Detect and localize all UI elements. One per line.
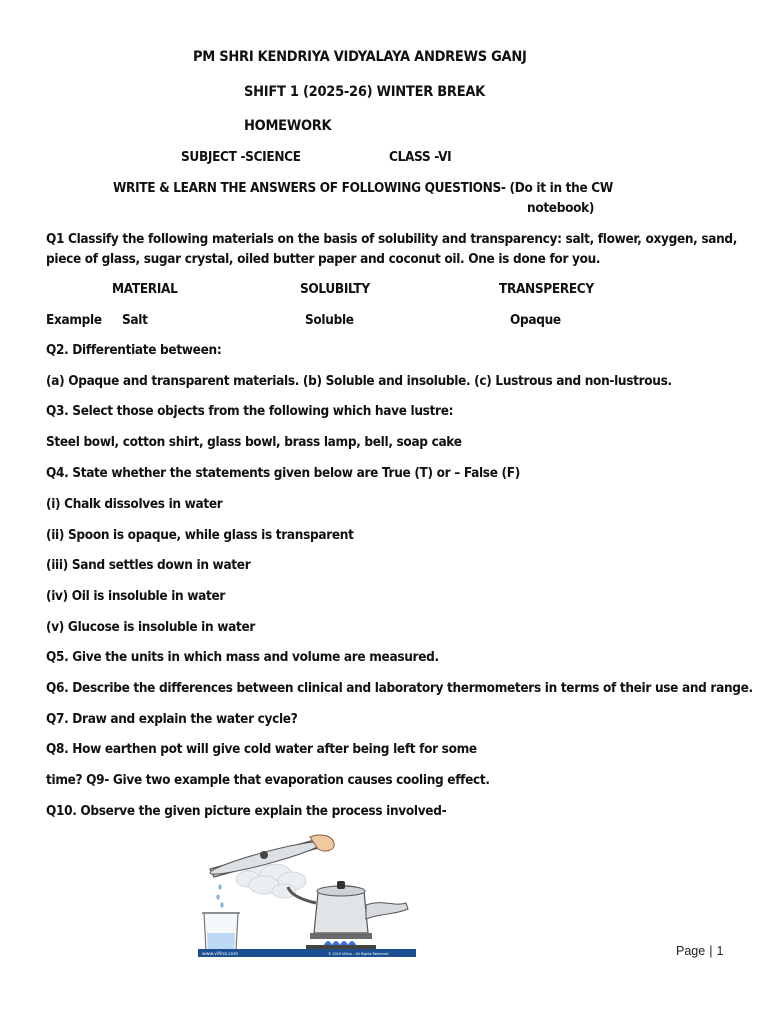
kettle-condensation-illustration-icon	[198, 833, 416, 957]
q4-item: (ii) Spoon is opaque, while glass is transparent	[46, 528, 354, 543]
q7: Q7. Draw and explain the water cycle?	[46, 712, 298, 727]
q8-line-2: time? Q9- Give two example that evaporation causes cooling effect.	[46, 773, 490, 788]
q1-line-1: Q1 Classify the following materials on the basis of solubility and transparency: salt, flower, oxygen, sand,	[46, 232, 738, 247]
page-separator: |	[709, 944, 713, 958]
kettle-condensation-figure	[198, 833, 416, 957]
q1-example-transparency: Opaque	[510, 313, 561, 328]
figure-caption-right: © 2019 Vifina – All Rights Reserved	[328, 952, 389, 956]
q8-line-1: Q8. How earthen pot will give cold water after being left for some	[46, 742, 477, 757]
q4-item: (iii) Sand settles down in water	[46, 558, 251, 573]
q5: Q5. Give the units in which mass and volume are measured.	[46, 650, 439, 665]
q4-line-1: Q4. State whether the statements given below are True (T) or – False (F)	[46, 466, 520, 481]
page-number: 1	[716, 944, 724, 958]
subject-label: SUBJECT -SCIENCE	[181, 150, 301, 165]
q2-line-2: (a) Opaque and transparent materials. (b) Soluble and insoluble. (c) Lustrous and non-lustrous.	[46, 374, 672, 389]
class-label: CLASS -VI	[389, 150, 452, 165]
page-footer	[676, 944, 723, 958]
q1-example-label: Example	[46, 313, 102, 328]
q1-example-solubility: Soluble	[305, 313, 354, 328]
q1-header-solubility: SOLUBILTY	[300, 282, 370, 297]
q4-item: (iv) Oil is insoluble in water	[46, 589, 226, 604]
q1-example-material: Salt	[122, 313, 148, 328]
q10: Q10. Observe the given picture explain the process involved-	[46, 804, 447, 819]
q4-item: (v) Glucose is insoluble in water	[46, 620, 256, 635]
q4-item: (i) Chalk dissolves in water	[46, 497, 223, 512]
q1-header-transparency: TRANSPERECY	[499, 282, 594, 297]
shift-title: SHIFT 1 (2025-26) WINTER BREAK	[244, 84, 486, 100]
homework-title: HOMEWORK	[244, 118, 332, 134]
page-label: Page	[676, 944, 706, 958]
q2-line-1: Q2. Differentiate between:	[46, 343, 222, 358]
figure-caption-left: www.vifina.com	[202, 952, 239, 957]
q3-line-1: Q3. Select those objects from the following which have lustre:	[46, 404, 454, 419]
q1-line-2: piece of glass, sugar crystal, oiled butter paper and coconut oil. One is done for you.	[46, 252, 601, 267]
school-name: PM SHRI KENDRIYA VIDYALAYA ANDREWS GANJ	[193, 49, 527, 65]
q3-line-2: Steel bowl, cotton shirt, glass bowl, brass lamp, bell, soap cake	[46, 435, 462, 450]
instruction-line-1: WRITE & LEARN THE ANSWERS OF FOLLOWING QUESTIONS- (Do it in the CW	[113, 181, 613, 196]
q6: Q6. Describe the differences between clinical and laboratory thermometers in terms of their use and range.	[46, 681, 753, 696]
q1-header-material: MATERIAL	[112, 282, 178, 297]
instruction-line-2: notebook)	[527, 201, 595, 216]
